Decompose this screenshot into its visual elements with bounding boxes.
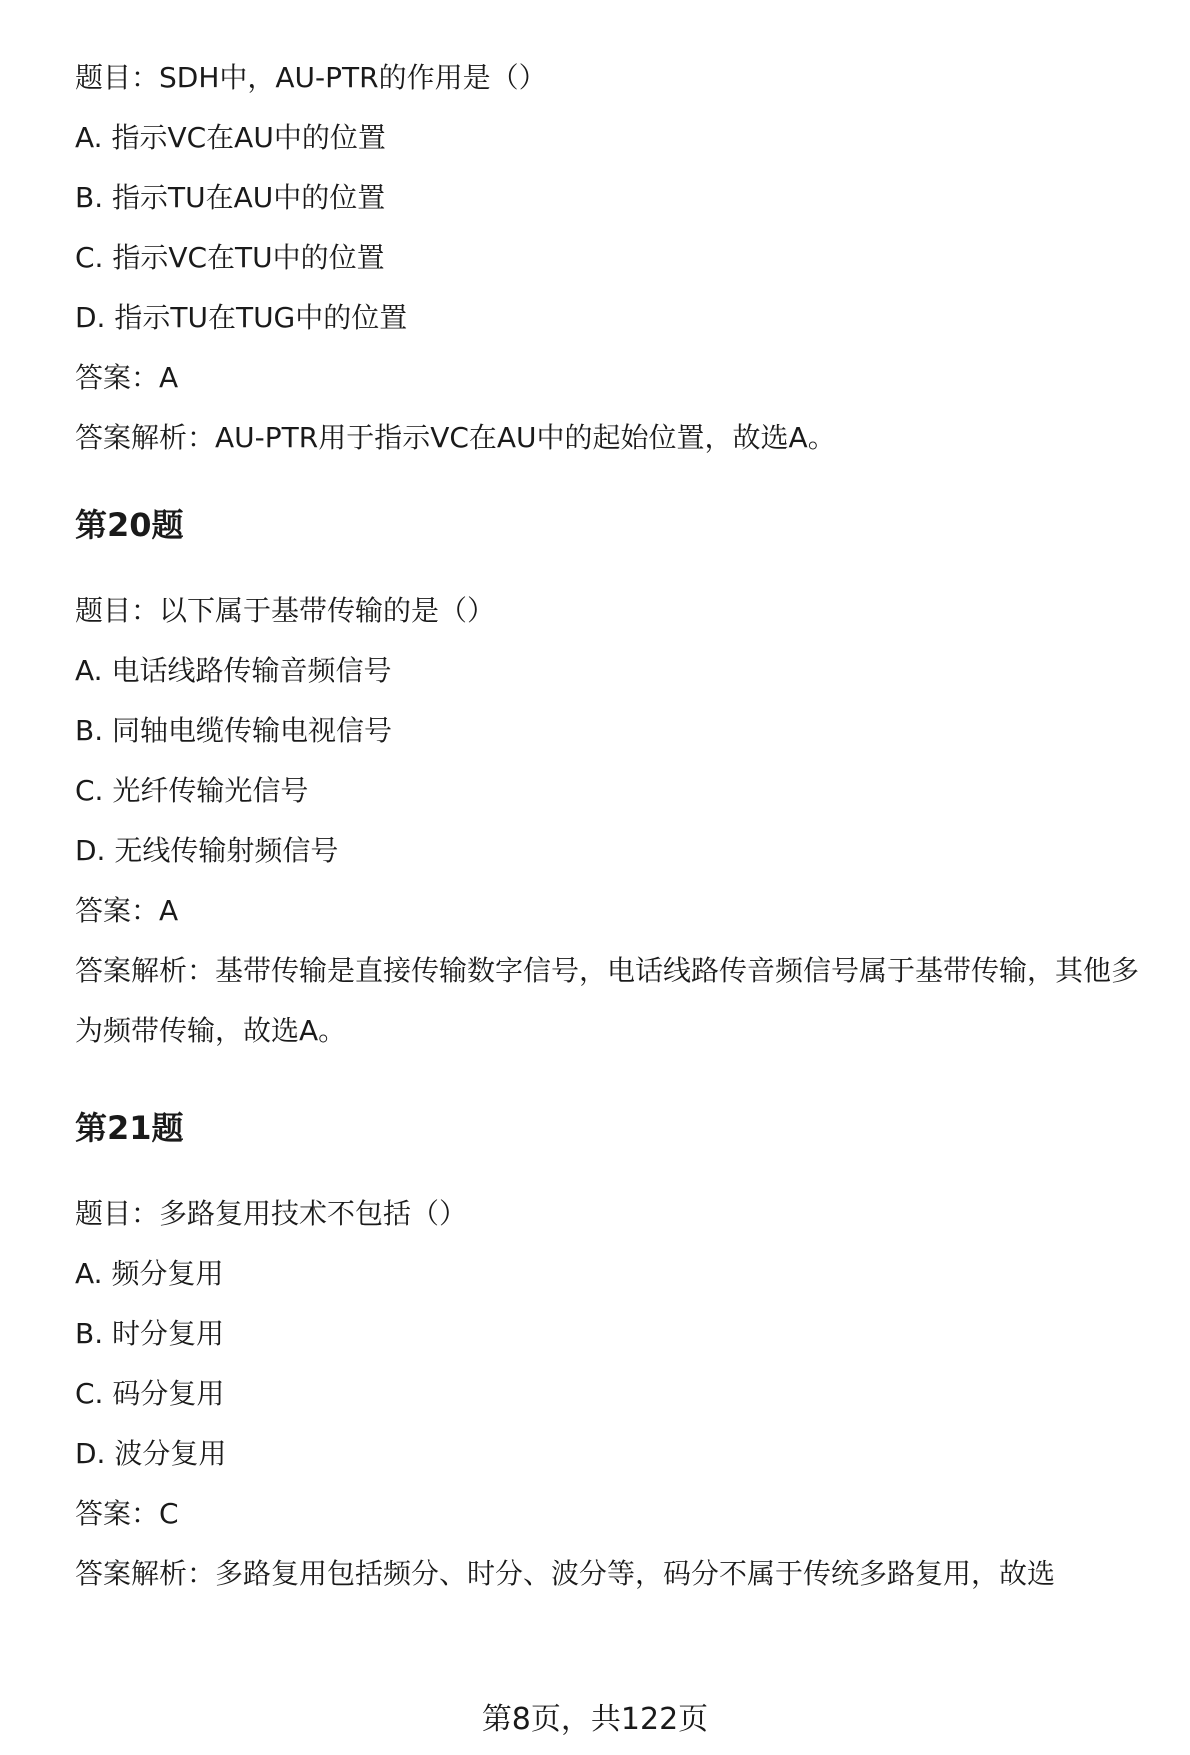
option-a: A. 频分复用	[75, 1257, 224, 1290]
answer-text: 答案：A	[75, 361, 179, 394]
answer-text: 答案：A	[75, 894, 179, 927]
answer-text: 答案：C	[75, 1497, 179, 1530]
option-c: C. 指示VC在TU中的位置	[75, 241, 385, 274]
option-a: A. 指示VC在AU中的位置	[75, 121, 386, 154]
question-block-19	[75, 58, 1165, 458]
option-b: B. 同轴电缆传输电视信号	[75, 714, 393, 747]
answer-analysis: 答案解析：多路复用包括频分、时分、波分等，码分不属于传统多路复用，故选	[75, 1557, 1056, 1590]
option-b: B. 指示TU在AU中的位置	[75, 181, 386, 214]
question-heading: 第20题	[75, 506, 184, 544]
option-d: D. 指示TU在TUG中的位置	[75, 301, 408, 334]
answer-analysis: 答案解析：基带传输是直接传输数字信号，电话线路传音频信号属于基带传输，其他多为频带传输，故选A。	[75, 954, 1140, 1047]
option-c: C. 光纤传输光信号	[75, 774, 309, 807]
question-text: 题目：以下属于基带传输的是（）	[75, 594, 496, 627]
page-footer: 第8页，共122页	[481, 1702, 709, 1737]
question-heading: 第21题	[75, 1109, 184, 1147]
option-d: D. 无线传输射频信号	[75, 834, 339, 867]
question-text: 题目：多路复用技术不包括（）	[75, 1197, 468, 1230]
answer-analysis: 答案解析：AU-PTR用于指示VC在AU中的起始位置，故选A。	[75, 421, 836, 454]
document-page	[75, 58, 1165, 1614]
question-block-21	[75, 1106, 1165, 1594]
question-text: 题目：SDH中，AU-PTR的作用是（）	[75, 61, 547, 94]
option-d: D. 波分复用	[75, 1437, 227, 1470]
option-b: B. 时分复用	[75, 1317, 225, 1350]
option-a: A. 电话线路传输音频信号	[75, 654, 392, 687]
option-c: C. 码分复用	[75, 1377, 225, 1410]
question-block-20	[75, 503, 1165, 1061]
